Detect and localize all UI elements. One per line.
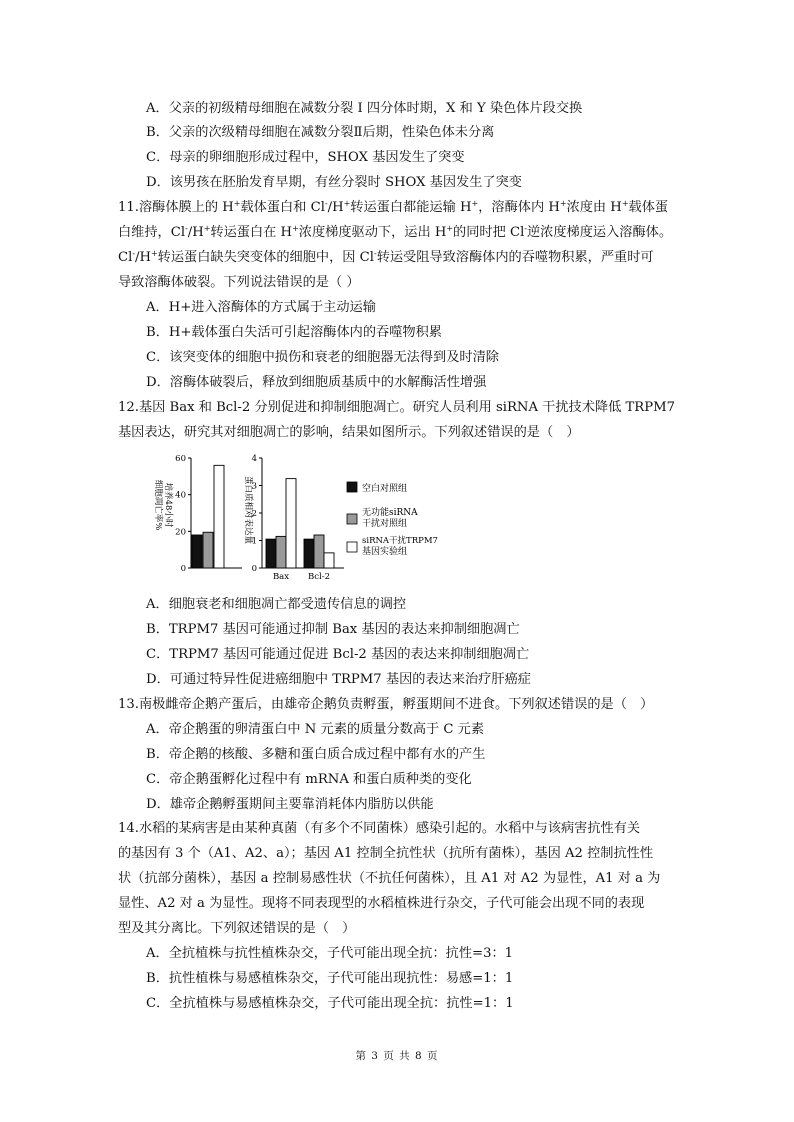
chart2-bar-bcl-2-series-3 xyxy=(324,553,334,568)
q12-option-d: D．可通过特异性促进癌细胞中 TRPM7 基因的表达来治疗肝癌症 xyxy=(146,672,531,687)
q13-stem-line1: 13.南极雌帝企鹅产蛋后，由雄帝企鹅负责孵蛋，孵蛋期间不进食。下列叙述错误的是（ ） xyxy=(118,697,654,712)
chart2-ylabel: 蛋白质相对表达量 xyxy=(243,475,253,545)
chart1-ytick-label: 40 xyxy=(175,490,186,501)
legend-swatch-blank-control xyxy=(347,482,357,492)
q11-stem-line1: 11.溶酶体膜上的 H+载体蛋白和 Cl-/H+转运蛋白都能运输 H+，溶酶体内 H+浓度由 H+载体蛋 xyxy=(118,199,669,215)
q14-option-b: B．抗性植株与易感植株杂交，子代可能出现抗性：易感=1：1 xyxy=(146,971,514,986)
chart1-bar-series-3 xyxy=(214,465,224,568)
chart2-category-label-bax: Bax xyxy=(272,572,290,582)
q12-option-b: B．TRPM7 基因可能通过抑制 Bax 基因的表达来抑制细胞凋亡 xyxy=(146,622,520,637)
q13-option-b: B．帝企鹅的核酸、多糖和蛋白质合成过程中都有水的产生 xyxy=(146,747,486,762)
chart1-ylabel-line2: 细胞凋亡率% xyxy=(153,479,163,531)
legend-swatch-sirna-trpm7 xyxy=(347,542,357,552)
q14-stem-line4: 显性、A2 对 a 为显性。现将不同表现型的水稻植株进行杂交，子代可能会出现不同的表现 xyxy=(118,896,645,911)
q12-stem-line1: 12.基因 Bax 和 Bcl-2 分别促进和抑制细胞凋亡。研究人员利用 siRNA 干扰技术降低 TRPM7 xyxy=(118,400,675,415)
legend-label-blank-control: 空白对照组 xyxy=(362,484,408,494)
q14-option-a: A．全抗植株与抗性植株杂交，子代可能出现全抗：抗性=3：1 xyxy=(146,946,514,961)
legend-label-nonfunctional-sirna-line2: 干扰对照组 xyxy=(362,519,408,529)
q12-option-a: A．细胞衰老和细胞凋亡都受遗传信息的调控 xyxy=(146,597,407,612)
chart1-ytick-label: 60 xyxy=(175,454,186,464)
q11-stem-line2: 白维持，Cl-/H+转运蛋白在 H+浓度梯度驱动下，运出 H+的同时把 Cl-逆浓度梯度运入溶酶体。 xyxy=(118,224,673,240)
chart2-bar-bcl-2-series-1 xyxy=(304,539,314,568)
q11-option-c: C．该突变体的细胞中损伤和衰老的细胞器无法得到及时清除 xyxy=(146,350,499,365)
q13-option-d: D．雄帝企鹅孵蛋期间主要靠消耗体内脂肪以供能 xyxy=(146,797,434,812)
legend-swatch-nonfunctional-sirna xyxy=(347,514,357,524)
q11-option-a: A．H+进入溶酶体的方式属于主动运输 xyxy=(146,300,376,315)
q14-stem-line5: 型及其分离比。下列叙述错误的是（ ） xyxy=(118,921,356,936)
chart2-category-label-bcl-2: Bcl-2 xyxy=(307,572,331,582)
chart1-bar-series-1 xyxy=(192,535,202,568)
chart2-bar-bcl-2-series-2 xyxy=(314,535,324,568)
q13-option-c: C．帝企鹅蛋孵化过程中有 mRNA 和蛋白质种类的变化 xyxy=(146,772,472,787)
legend-label-sirna-trpm7-line2: 基因实验组 xyxy=(362,547,408,557)
q12-figure xyxy=(153,452,468,587)
q14-stem-line1: 14.水稻的某病害是由某种真菌（有多个不同菌株）感染引起的。水稻中与该病害抗性有关 xyxy=(118,821,641,836)
chart2-bar-bax-series-2 xyxy=(276,536,286,568)
chart1-ylabel-line1: 培养48小时 xyxy=(163,482,173,528)
q11-stem-line4: 导致溶酶体破裂。下列说法错误的是（ ） xyxy=(118,275,360,290)
q12-option-c: C．TRPM7 基因可能通过促进 Bcl-2 基因的表达来抑制细胞凋亡 xyxy=(146,647,530,662)
legend-label-sirna-trpm7-line1: siRNA干扰TRPM7 xyxy=(362,536,438,546)
chart2-ytick-label: 2 xyxy=(251,509,257,519)
chart1-bar-series-2 xyxy=(203,532,213,568)
chart2-bar-bax-series-3 xyxy=(286,479,296,568)
chart2-ytick-label: 4 xyxy=(251,454,257,464)
chart2-bar-bax-series-1 xyxy=(266,539,276,568)
chart2-ytick-label: 3 xyxy=(251,481,257,492)
q11-stem-line3: Cl-/H+转运蛋白缺失突变体的细胞中，因 Cl-转运受阻导致溶酶体内的吞噬物积累，严重时可 xyxy=(118,249,654,265)
chart-legend xyxy=(347,482,438,557)
q12-stem-line2: 基因表达，研究其对细胞凋亡的影响，结果如图所示。下列叙述错误的是（ ） xyxy=(118,425,580,440)
chart2-ytick-label: 1 xyxy=(251,536,257,547)
protein-expression-chart xyxy=(243,454,344,582)
q11-option-d: D．溶酶体破裂后，释放到细胞质基质中的水解酶活性增强 xyxy=(146,375,487,390)
apoptosis-rate-chart xyxy=(153,454,242,574)
q10-option-c: C．母亲的卵细胞形成过程中，SHOX 基因发生了突变 xyxy=(146,150,465,165)
q13-option-a: A．帝企鹅蛋的卵清蛋白中 N 元素的质量分数高于 C 元素 xyxy=(146,722,485,737)
legend-label-nonfunctional-sirna-line1: 无功能siRNA xyxy=(362,508,418,518)
q14-option-c: C．全抗植株与易感植株杂交，子代可能出现全抗：抗性=1：1 xyxy=(146,996,514,1011)
q14-stem-line3: 状（抗部分菌株），基因 a 控制易感性状（不抗任何菌株），且 A1 对 A2 为显性，A1 对 a 为 xyxy=(118,871,661,886)
chart1-ytick-label: 20 xyxy=(175,527,186,538)
page-number-footer: 第 3 页 共 8 页 xyxy=(355,1050,439,1062)
q10-option-a: A．父亲的初级精母细胞在减数分裂 I 四分体时期，X 和 Y 染色体片段交换 xyxy=(146,101,583,116)
chart2-ytick-label: 0 xyxy=(251,564,257,574)
q11-option-b: B．H+载体蛋白失活可引起溶酶体内的吞噬物积累 xyxy=(146,325,442,340)
q10-option-b: B．父亲的次级精母细胞在减数分裂Ⅱ后期，性染色体未分离 xyxy=(146,125,495,140)
chart1-ytick-label: 0 xyxy=(180,564,186,574)
q14-stem-line2: 的基因有 3 个（A1、A2、a）；基因 A1 控制全抗性状（抗所有菌株），基因 A2 控制抗性性 xyxy=(118,846,654,861)
q10-option-d: D．该男孩在胚胎发育早期，有丝分裂时 SHOX 基因发生了突变 xyxy=(146,175,522,190)
